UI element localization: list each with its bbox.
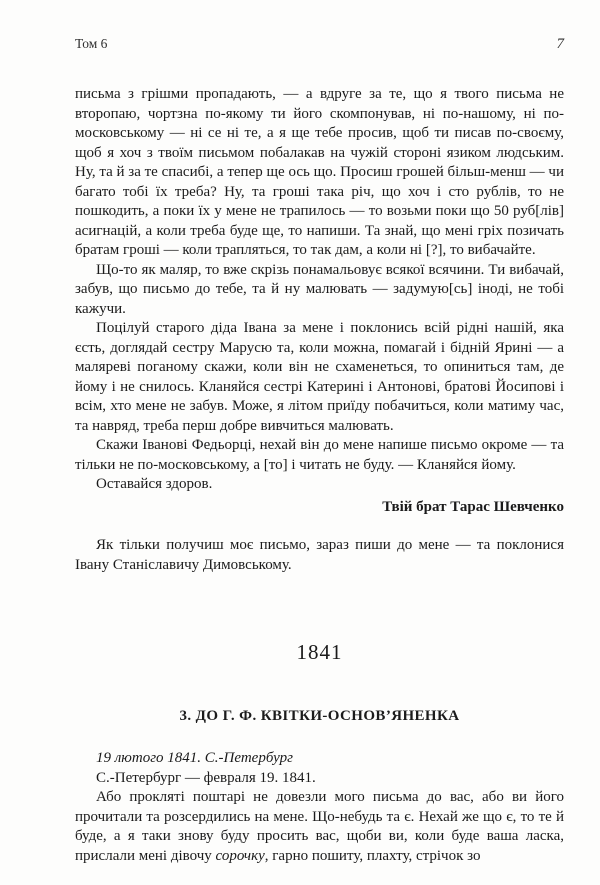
page-number: 7 <box>556 36 564 52</box>
letter-paragraph: Скажи Іванові Федьорці, нехай він до мене напише письмо окроме — та тільки не по-московському, а [то] і читать не буду. — Кланяйся йому. <box>75 437 564 473</box>
paragraph-italic-word: сорочку <box>215 847 265 864</box>
letter-paragraph: письма з грішми пропадають, — а вдруге за те, що я твого письма не второпаю, чортзна по-якому ти його скомпонував, ні по-нашому, ні по-московському — ні се ні те, а я ще тебе просив, щоб ти писав по-своєму, щоб я хоч з твоїм письмом побалакав на чужій стороні язиком людським. Ну, та й за те спасибі, а тепер ще ось що. Просиш грошей більш-менш — чи багато тобі їх треба? Ну, та гроші така річ, що хоч і сто рублів, то не пошкодить, а поки їх у мене не трапилось — то возьми поки що 50 руб[лів] асигнацій, а коли треба буде ще, то напиши. Та знай, що мені гріх позичать братам гроші — коли трапляться, то так дам, а коли ні [?], то вибачайте. <box>75 86 564 258</box>
letter-postscript: Як тільки получиш моє письмо, зараз пиши до мене — та поклонися Івану Станіславичу Димовському. <box>75 537 564 573</box>
letter-paragraph: Що-то як маляр, то вже скрізь понамальовує всякої всячини. Ти вибачай, забув, що письмо до тебе, та й ну малювать — задумую[сь] іноді, не тобі кажучи. <box>75 261 564 317</box>
letter-dateline: 19 лютого 1841. С.-Петербург <box>96 750 293 766</box>
year-heading: 1841 <box>296 640 343 664</box>
letter-place-date: С.-Петербург — февраля 19. 1841. <box>96 769 316 786</box>
paragraph-text-end: , гарно пошиту, плахту, стрічок зо <box>264 847 481 864</box>
section-title: 3. ДО Г. Ф. КВІТКИ-ОСНОВ’ЯНЕНКА <box>179 707 460 724</box>
letter-closing: Оставайся здоров. <box>96 476 213 492</box>
letter-paragraph: Поцілуй старого діда Івана за мене і поклонись всій рідні нашій, яка єсть, доглядай сестру Марусю та, коли можна, помагай і бідній Ярині — а маляреві поганому скажи, коли він не схаменеться, то опиниться там, де йому і не снилось. Кланяйся сестрі Катерині і Антонові, братові Йосипові і всім, хто мене не забув. Може, я літом приїду побачиться, коли матиму час, та навряд, треба перш добре вивчиться малювать. <box>75 320 564 434</box>
volume-label: Том 6 <box>75 36 108 51</box>
paragraph-text-start: Або прокляті поштарі не довезли мого письма до вас, або ви його прочитали та розсердились на мене. Що-небудь та є. Нехай же що є, то те й буде, а я таки знову буду просить вас, щоби ви, коли буде ваша ласка, прислали мені дівочу <box>75 789 564 864</box>
letter-paragraph <box>75 788 564 866</box>
letter-body <box>75 85 564 866</box>
letter-signature: Твій брат Тарас Шевченко <box>382 498 564 515</box>
page-header <box>75 36 564 53</box>
